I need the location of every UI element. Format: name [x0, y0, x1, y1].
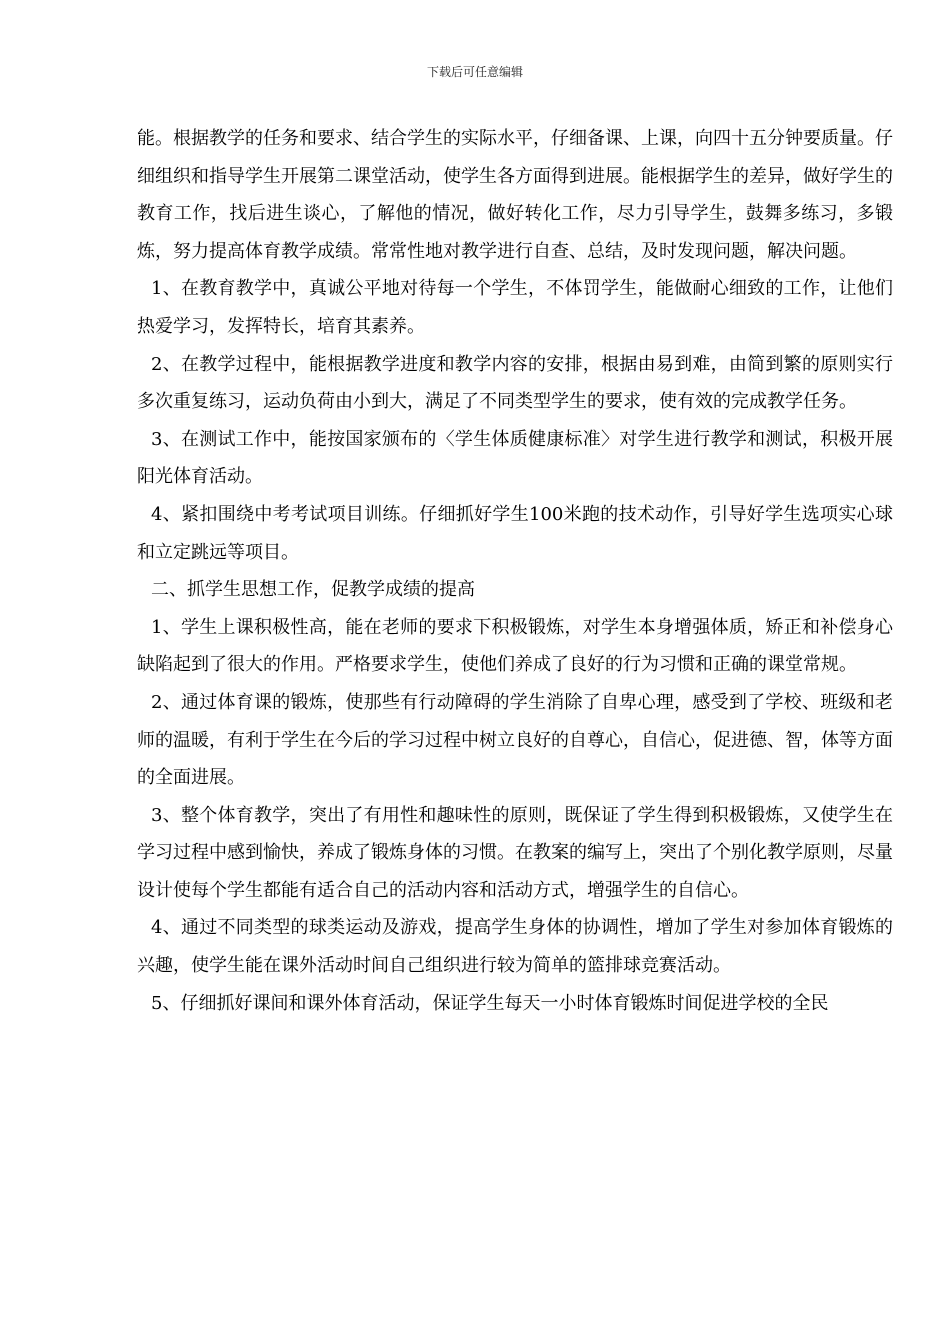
paragraph-item-2: 2、在教学过程中，能根据教学进度和教学内容的安排，根据由易到难，由简到繁的原则实行多次重复练习，运动负荷由小到大，满足了不同类型学生的要求，使有效的完成教学任务。: [137, 353, 893, 413]
paragraph-item-3: 3、在测试工作中，能按国家颁布的〈学生体质健康标准〉对学生进行教学和测试，积极开展阳光体育活动。: [137, 428, 893, 488]
paragraph-section2-item-1: 1、学生上课积极性高，能在老师的要求下积极锻炼，对学生本身增强体质，矫正和补偿身心缺陷起到了很大的作用。严格要求学生，使他们养成了良好的行为习惯和正确的课堂常规。: [137, 616, 893, 676]
section-heading: 二、抓学生思想工作，促教学成绩的提高: [151, 579, 475, 601]
page-header: 下载后可任意编辑: [426, 65, 523, 79]
paragraph-intro: 能。根据教学的任务和要求、结合学生的实际水平，仔细备课、上课，向四十五分钟要质量。仔细组织和指导学生开展第二课堂活动，使学生各方面得到进展。能根据学生的差异，做好学生的教育工作，找后进生谈心，了解他的情况，做好转化工作，尽力引导学生，鼓舞多练习，多锻炼，努力提高体育教学成绩。常常性地对教学进行自查、总结，及时发现问题，解决问题。: [137, 128, 893, 262]
paragraph-section2-item-3: 3、整个体育教学，突出了有用性和趣味性的原则，既保证了学生得到积极锻炼，又使学生在学习过程中感到愉快，养成了锻炼身体的习惯。在教案的编写上，突出了个别化教学原则，尽量设计使每个学生都能有适合自己的活动内容和活动方式，增强学生的自信心。: [137, 804, 893, 901]
document-body: [137, 120, 893, 1022]
paragraph-item-1: 1、在教育教学中，真诚公平地对待每一个学生，不体罚学生，能做耐心细致的工作，让他们热爱学习，发挥特长，培育其素养。: [137, 278, 893, 337]
paragraph-section2-item-4: 4、通过不同类型的球类运动及游戏，提高学生身体的协调性，增加了学生对参加体育锻炼的兴趣，使学生能在课外活动时间自己组织进行较为简单的篮排球竞赛活动。: [137, 917, 893, 977]
paragraph-section2-item-2: 2、通过体育课的锻炼，使那些有行动障碍的学生消除了自卑心理，感受到了学校、班级和老师的温暖，有利于学生在今后的学习过程中树立良好的自尊心，自信心，促进德、智，体等方面的全面进展。: [137, 691, 893, 789]
paragraph-section2-item-5: 5、仔细抓好课间和课外体育活动，保证学生每天一小时体育锻炼时间促进学校的全民: [151, 992, 829, 1014]
paragraph-item-4: 4、紧扣围绕中考考试项目训练。仔细抓好学生100米跑的技术动作，引导好学生选项实心球和立定跳远等项目。: [137, 503, 893, 563]
